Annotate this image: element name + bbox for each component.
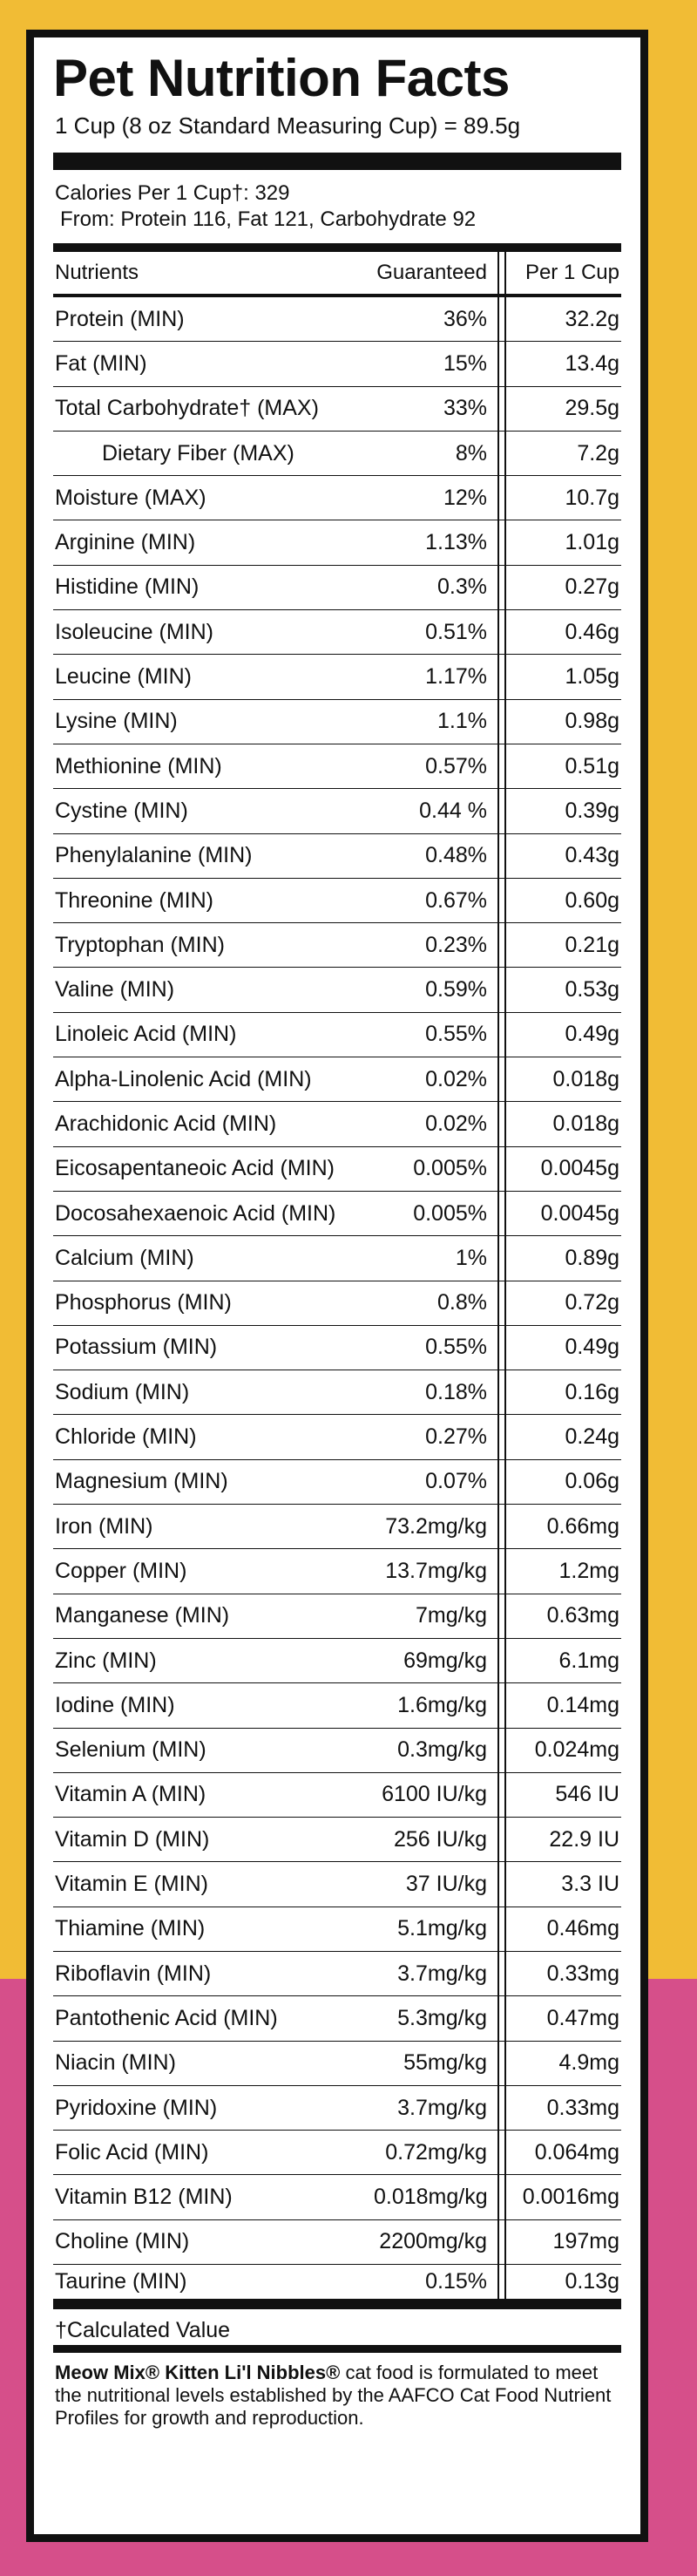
column-divider [497,1549,506,1593]
nutrient-name: Moisture (MAX) [55,485,206,510]
per-cup-value: 0.0045g [540,1156,619,1181]
column-divider [497,1236,506,1280]
column-divider [497,610,506,654]
nutrient-name: Protein (MIN) [55,306,185,331]
per-cup-value: 0.06g [565,1469,619,1494]
per-cup-value: 0.21g [565,932,619,957]
per-cup-value: 0.16g [565,1379,619,1404]
column-divider [497,789,506,833]
column-divider [497,1639,506,1682]
column-divider [497,2042,506,2085]
column-divider [497,1057,506,1101]
per-cup-value: 22.9 IU [549,1826,619,1852]
nutrient-name: Sodium (MIN) [55,1379,190,1404]
per-cup-value: 1.01g [565,530,619,555]
table-row [53,1549,621,1594]
column-divider [497,1147,506,1191]
per-cup-value: 0.24g [565,1424,619,1450]
per-cup-value: 7.2g [577,440,619,466]
column-divider [497,655,506,698]
table-row [53,342,621,386]
per-cup-value: 3.3 IU [561,1872,619,1897]
table-row [53,744,621,789]
table-row [53,1326,621,1370]
guaranteed-value: 0.005% [413,1200,487,1226]
guaranteed-value: 0.15% [425,2269,487,2294]
per-cup-value: 32.2g [565,306,619,331]
guaranteed-value: 1% [455,1245,487,1270]
table-row [53,1773,621,1818]
column-divider [497,1594,506,1638]
per-cup-value: 0.47mg [546,2005,619,2030]
per-cup-value: 0.018g [552,1066,619,1091]
nutrient-name: Alpha-Linolenic Acid (MIN) [55,1066,312,1091]
per-cup-value: 0.27g [565,574,619,600]
guaranteed-value: 33% [443,396,487,421]
column-divider [497,968,506,1011]
per-cup-value: 6.1mg [558,1648,619,1673]
per-cup-value: 0.63mg [546,1603,619,1628]
footnote: †Calculated Value [53,2309,621,2353]
column-divider [497,342,506,385]
guaranteed-value: 6100 IU/kg [382,1782,487,1807]
table-row [53,2265,621,2309]
serving-size: 1 Cup (8 oz Standard Measuring Cup) = 89.5g [53,107,621,170]
nutrient-name: Iodine (MIN) [55,1692,175,1717]
nutrient-name: Chloride (MIN) [55,1424,197,1450]
table-row [53,1862,621,1907]
nutrient-name: Lysine (MIN) [55,709,178,734]
table-row [53,1729,621,1773]
nutrition-facts-panel [26,30,648,2542]
nutrient-name: Phenylalanine (MIN) [55,843,253,868]
per-cup-value: 0.46mg [546,1916,619,1941]
column-divider [497,1818,506,1861]
table-row [53,610,621,655]
guaranteed-value: 0.3% [437,574,487,600]
table-row [53,1952,621,1996]
guaranteed-value: 1.17% [425,664,487,690]
guaranteed-value: 73.2mg/kg [385,1513,487,1539]
per-cup-value: 0.018g [552,1111,619,1136]
guaranteed-value: 0.23% [425,932,487,957]
column-divider [497,432,506,475]
guaranteed-value: 7mg/kg [416,1603,487,1628]
table-row [53,1639,621,1683]
nutrient-name: Histidine (MIN) [55,574,200,600]
nutrient-name: Zinc (MIN) [55,1648,157,1673]
nutrient-name: Taurine (MIN) [55,2269,187,2294]
per-cup-value: 0.66mg [546,1513,619,1539]
per-cup-value: 29.5g [565,396,619,421]
table-row [53,1057,621,1102]
per-cup-value: 0.49g [565,1335,619,1360]
column-divider [497,1460,506,1504]
guaranteed-value: 0.018mg/kg [374,2185,488,2210]
per-cup-value: 0.064mg [534,2139,619,2165]
brand-name: Meow Mix® Kitten Li'l Nibbles® [55,2362,341,2384]
calories-section [53,170,621,252]
per-cup-value: 0.33mg [546,1961,619,1986]
per-cup-value: 546 IU [555,1782,619,1807]
table-row [53,1594,621,1639]
column-divider [497,1683,506,1727]
nutrient-name: Vitamin E (MIN) [55,1872,208,1897]
table-row [53,2086,621,2131]
guaranteed-value: 69mg/kg [403,1648,487,1673]
guaranteed-value: 0.51% [425,619,487,644]
table-row [53,1102,621,1146]
table-row [53,2175,621,2219]
guaranteed-value: 0.07% [425,1469,487,1494]
table-row [53,1370,621,1415]
column-divider [497,252,506,294]
nutrient-name: Cystine (MIN) [55,798,188,823]
guaranteed-value: 37 IU/kg [405,1872,487,1897]
table-row [53,789,621,833]
column-divider [497,297,506,341]
column-divider [497,1952,506,1995]
per-cup-value: 0.51g [565,753,619,778]
guaranteed-value: 0.59% [425,977,487,1003]
guaranteed-value: 36% [443,306,487,331]
column-divider [497,1773,506,1817]
per-cup-value: 0.33mg [546,2095,619,2120]
table-row [53,700,621,744]
column-header-guaranteed: Guaranteed [376,261,487,284]
column-divider [497,520,506,564]
nutrient-name: Riboflavin (MIN) [55,1961,212,1986]
column-divider [497,1996,506,2040]
nutrient-name: Niacin (MIN) [55,2050,176,2076]
guaranteed-value: 256 IU/kg [393,1826,487,1852]
guaranteed-value: 0.44 % [419,798,487,823]
column-divider [497,834,506,878]
guaranteed-value: 3.7mg/kg [397,2095,487,2120]
calories-per-cup: Calories Per 1 Cup†: 329 [55,181,290,205]
guaranteed-value: 0.67% [425,887,487,913]
table-row [53,1013,621,1057]
column-divider [497,1013,506,1057]
nutrient-name: Magnesium (MIN) [55,1469,228,1494]
per-cup-value: 0.0045g [540,1200,619,1226]
nutrient-name: Potassium (MIN) [55,1335,218,1360]
nutrient-name: Arginine (MIN) [55,530,196,555]
column-divider [497,1326,506,1370]
column-divider [497,744,506,788]
guaranteed-value: 0.55% [425,1335,487,1360]
table-row [53,1281,621,1326]
column-header-nutrients: Nutrients [55,261,139,284]
table-row [53,432,621,476]
guaranteed-value: 5.1mg/kg [397,1916,487,1941]
guaranteed-value: 0.3mg/kg [397,1737,487,1763]
nutrient-name: Pantothenic Acid (MIN) [55,2005,278,2030]
nutrient-name: Selenium (MIN) [55,1737,206,1763]
column-divider [497,923,506,967]
guaranteed-value: 0.72mg/kg [385,2139,487,2165]
per-cup-value: 0.72g [565,1290,619,1315]
column-divider [497,1505,506,1548]
per-cup-value: 0.39g [565,798,619,823]
column-divider [497,1281,506,1325]
nutrient-name: Threonine (MIN) [55,887,213,913]
table-row [53,2042,621,2086]
table-row [53,476,621,520]
table-row [53,566,621,610]
table-row [53,1505,621,1549]
nutrient-name: Pyridoxine (MIN) [55,2095,218,2120]
per-cup-value: 4.9mg [558,2050,619,2076]
column-divider [497,1729,506,1772]
column-divider [497,2175,506,2219]
column-divider [497,1192,506,1235]
table-row [53,2131,621,2175]
per-cup-value: 0.024mg [534,1737,619,1763]
guaranteed-value: 0.57% [425,753,487,778]
column-divider [497,2220,506,2264]
column-divider [497,1102,506,1145]
table-row [53,879,621,923]
nutrient-name: Arachidonic Acid (MIN) [55,1111,277,1136]
nutrient-name: Folic Acid (MIN) [55,2139,209,2165]
guaranteed-value: 1.1% [437,709,487,734]
table-row [53,1460,621,1505]
per-cup-value: 0.43g [565,843,619,868]
disclaimer [53,2353,621,2430]
per-cup-value: 0.0016mg [522,2185,619,2210]
nutrient-name: Vitamin A (MIN) [55,1782,206,1807]
nutrient-name: Phosphorus (MIN) [55,1290,232,1315]
nutrient-name: Methionine (MIN) [55,753,222,778]
guaranteed-value: 5.3mg/kg [397,2005,487,2030]
per-cup-value: 10.7g [565,485,619,510]
guaranteed-value: 0.48% [425,843,487,868]
guaranteed-value: 55mg/kg [403,2050,487,2076]
nutrient-name: Iron (MIN) [55,1513,153,1539]
column-divider [497,1415,506,1458]
per-cup-value: 13.4g [565,350,619,376]
guaranteed-value: 0.8% [437,1290,487,1315]
per-cup-value: 0.98g [565,709,619,734]
nutrient-name: Vitamin D (MIN) [55,1826,210,1852]
guaranteed-value: 12% [443,485,487,510]
table-row [53,834,621,879]
table-row [53,1907,621,1952]
per-cup-value: 0.46g [565,619,619,644]
table-row [53,387,621,432]
table-header-row [53,252,621,297]
guaranteed-value: 0.02% [425,1111,487,1136]
table-row [53,1147,621,1192]
nutrient-name: Copper (MIN) [55,1558,187,1583]
per-cup-value: 197mg [552,2229,619,2254]
guaranteed-value: 1.6mg/kg [397,1692,487,1717]
table-row [53,923,621,968]
table-row [53,520,621,565]
table-row [53,2220,621,2265]
column-divider [497,1370,506,1414]
nutrient-name: Docosahexaenoic Acid (MIN) [55,1200,336,1226]
guaranteed-value: 0.18% [425,1379,487,1404]
guaranteed-value: 15% [443,350,487,376]
table-row [53,1192,621,1236]
nutrient-name: Thiamine (MIN) [55,1916,206,1941]
per-cup-value: 0.60g [565,887,619,913]
nutrient-name: Linoleic Acid (MIN) [55,1022,237,1047]
column-divider [497,879,506,922]
nutrient-name: Choline (MIN) [55,2229,190,2254]
per-cup-value: 0.49g [565,1022,619,1047]
column-divider [497,700,506,744]
column-divider [497,2131,506,2174]
nutrient-name: Valine (MIN) [55,977,175,1003]
guaranteed-value: 0.55% [425,1022,487,1047]
guaranteed-value: 3.7mg/kg [397,1961,487,1986]
nutrient-name: Dietary Fiber (MAX) [102,440,294,466]
column-divider [497,1862,506,1906]
nutrient-name: Calcium (MIN) [55,1245,194,1270]
nutrient-name: Leucine (MIN) [55,664,192,690]
column-divider [497,566,506,609]
guaranteed-value: 1.13% [425,530,487,555]
table-row [53,1818,621,1862]
table-row [53,1236,621,1281]
nutrient-name: Fat (MIN) [55,350,147,376]
calories-breakdown: From: Protein 116, Fat 121, Carbohydrate 92 [60,207,477,231]
column-divider [497,387,506,431]
guaranteed-value: 2200mg/kg [379,2229,487,2254]
per-cup-value: 0.13g [565,2269,619,2294]
guaranteed-value: 0.02% [425,1066,487,1091]
nutrients-table [53,252,621,2309]
per-cup-value: 0.89g [565,1245,619,1270]
disclaimer-text: cat food is formulated to meet the nutritional levels established by the AAFCO Cat Food Nutrient Profiles for growth and reproduction. [55,2362,612,2430]
per-cup-value: 0.14mg [546,1692,619,1717]
nutrient-name: Eicosapentaneoic Acid (MIN) [55,1156,335,1181]
per-cup-value: 0.53g [565,977,619,1003]
page-title: Pet Nutrition Facts [53,49,510,107]
nutrient-name: Total Carbohydrate† (MAX) [55,396,319,421]
guaranteed-value: 0.27% [425,1424,487,1450]
table-row [53,968,621,1012]
table-row [53,1683,621,1728]
table-row [53,1996,621,2041]
per-cup-value: 1.2mg [558,1558,619,1583]
nutrient-name: Vitamin B12 (MIN) [55,2185,233,2210]
nutrient-name: Isoleucine (MIN) [55,619,213,644]
nutrient-name: Manganese (MIN) [55,1603,230,1628]
nutrient-name: Tryptophan (MIN) [55,932,225,957]
table-row [53,1415,621,1459]
column-divider [497,476,506,520]
guaranteed-value: 8% [455,440,487,466]
column-divider [497,2265,506,2299]
column-divider [497,1907,506,1951]
table-row [53,655,621,699]
column-divider [497,2086,506,2130]
per-cup-value: 1.05g [565,664,619,690]
guaranteed-value: 0.005% [413,1156,487,1181]
table-row [53,297,621,342]
guaranteed-value: 13.7mg/kg [385,1558,487,1583]
column-header-per-cup: Per 1 Cup [524,261,619,284]
